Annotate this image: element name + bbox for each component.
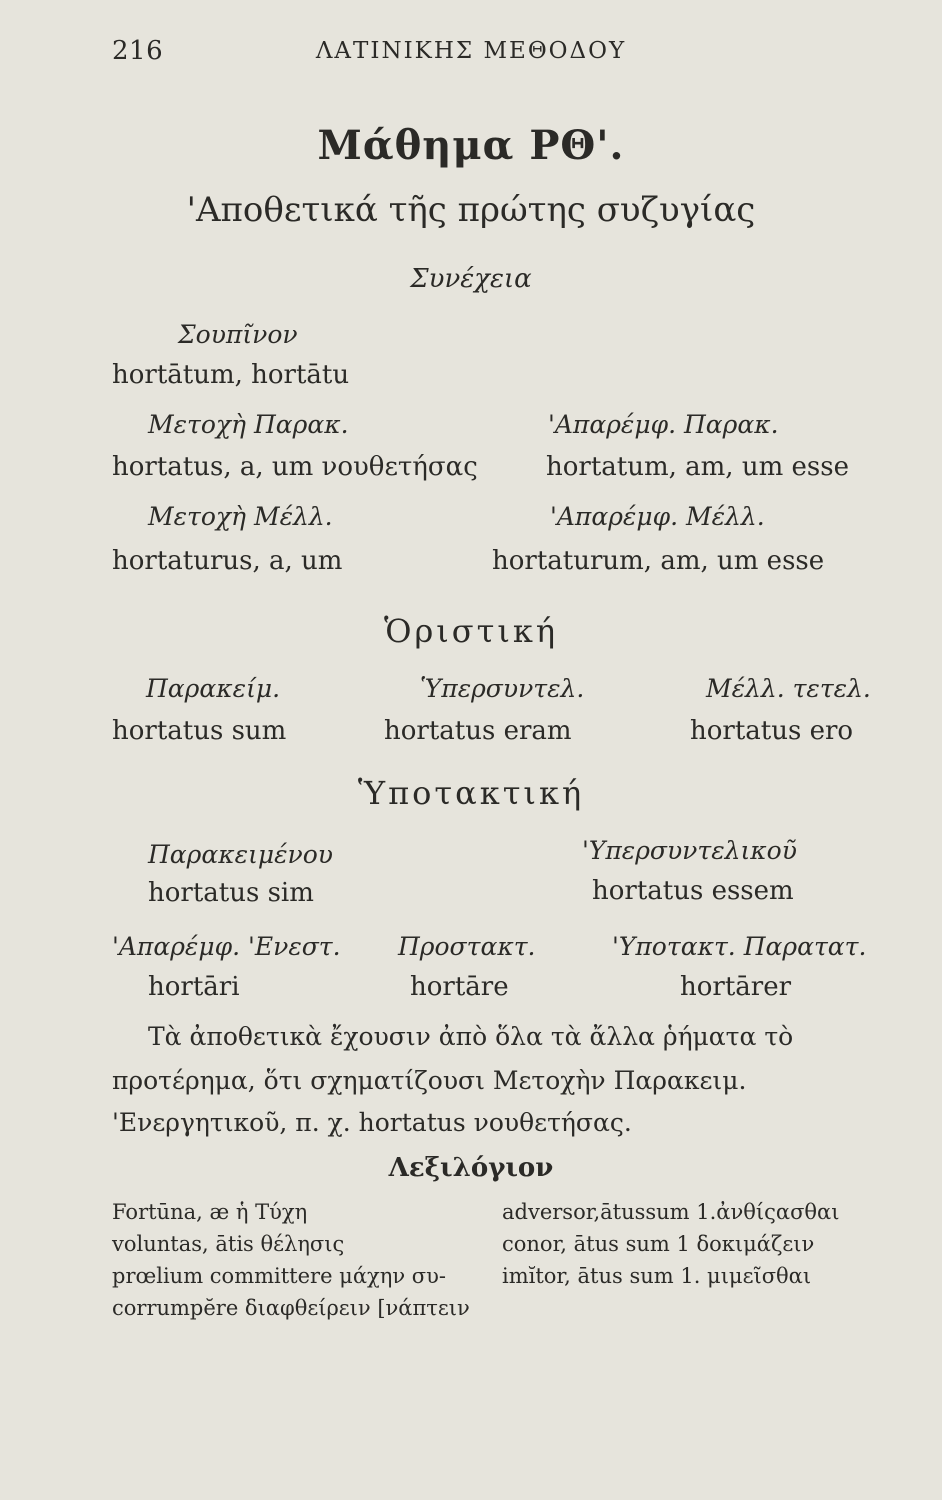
participle-perf-label: Μετοχὴ Παρακ. [148, 410, 349, 439]
ind-perfect-label: Παρακείμ. [146, 674, 281, 703]
ind-future-perfect-label: Μέλλ. τετελ. [706, 674, 871, 703]
participle-perf-form: hortatus, a, um νουθετήσας [112, 452, 478, 482]
indicative-heading: Ὁριστική [383, 612, 559, 650]
imperative-form: hortāre [410, 972, 509, 1002]
subjunctive-heading: Ὑποτακτική [357, 774, 585, 812]
vocab-left-4: corrumpĕre διαφθείρειν [νάπτειν [112, 1296, 470, 1320]
ind-future-perfect-form: hortatus ero [690, 716, 854, 746]
page-number: 216 [112, 36, 164, 66]
supine-label: Σουπῖνον [178, 320, 298, 349]
subj-pluperfect-label: 'Υπερσυντελικοῦ [582, 836, 797, 865]
running-head: ΛΑΤΙΝΙΚΗΣ ΜΕΘΟΔΟΥ [315, 38, 627, 64]
infinitive-perf-form: hortatum, am, um esse [546, 452, 849, 482]
infinitive-perf-label: 'Απαρέμφ. Παρακ. [548, 410, 779, 439]
participle-fut-label: Μετοχὴ Μέλλ. [148, 502, 333, 531]
supine-form: hortātum, hortātu [112, 360, 350, 390]
paragraph-line-2: προτέρημα, ὅτι σχηματίζουσι Μετοχὴν Παρακειμ. [112, 1066, 747, 1095]
vocab-right-1: adversor,ātussum 1.ἀνθίςασθαι [502, 1200, 840, 1224]
infinitive-fut-label: 'Απαρέμφ. Μέλλ. [550, 502, 765, 531]
imperative-label: Προστακτ. [398, 932, 536, 961]
continuation-label: Συνέχεια [410, 264, 532, 294]
vocab-left-2: voluntas, ātis θέλησις [112, 1232, 345, 1256]
subj-imperfect-form: hortārer [680, 972, 792, 1002]
ind-pluperfect-form: hortatus eram [384, 716, 572, 746]
pres-infinitive-label: 'Απαρέμφ. 'Ενεστ. [112, 932, 341, 961]
vocab-left-1: Fortūna, æ ἡ Τύχη [112, 1200, 308, 1224]
subj-pluperfect-form: hortatus essem [592, 876, 794, 906]
pres-infinitive-form: hortāri [148, 972, 240, 1002]
paragraph-line-3: 'Ενεργητικοῦ, π. χ. hortatus νουθετήσας. [112, 1108, 632, 1137]
ind-perfect-form: hortatus sum [112, 716, 287, 746]
paragraph-line-1: Τὰ ἀποθετικὰ ἔχουσιν ἀπὸ ὅλα τὰ ἄλλα ῥήματα τὸ [148, 1022, 794, 1051]
lesson-title: Μάθημα ΡΘ'. [317, 122, 625, 169]
subj-imperfect-label: 'Υποτακτ. Παρατατ. [612, 932, 867, 961]
ind-pluperfect-label: Ὑπερσυντελ. [420, 674, 585, 703]
infinitive-fut-form: hortaturum, am, um esse [492, 546, 825, 576]
vocab-right-3: imĭtor, ātus sum 1. μιμεῖσθαι [502, 1264, 812, 1288]
subj-perfect-form: hortatus sim [148, 878, 314, 908]
lesson-subtitle: 'Αποθετικά τῆς πρώτης συζυγίας [186, 190, 756, 230]
vocab-left-3: prœlium committere μάχην συ- [112, 1264, 446, 1288]
subj-perfect-label: Παρακειμένου [148, 840, 333, 869]
vocab-right-2: conor, ātus sum 1 δοκιμάζειν [502, 1232, 815, 1256]
vocabulary-heading: Λεξιλόγιον [388, 1153, 554, 1183]
participle-fut-form: hortaturus, a, um [112, 546, 343, 576]
